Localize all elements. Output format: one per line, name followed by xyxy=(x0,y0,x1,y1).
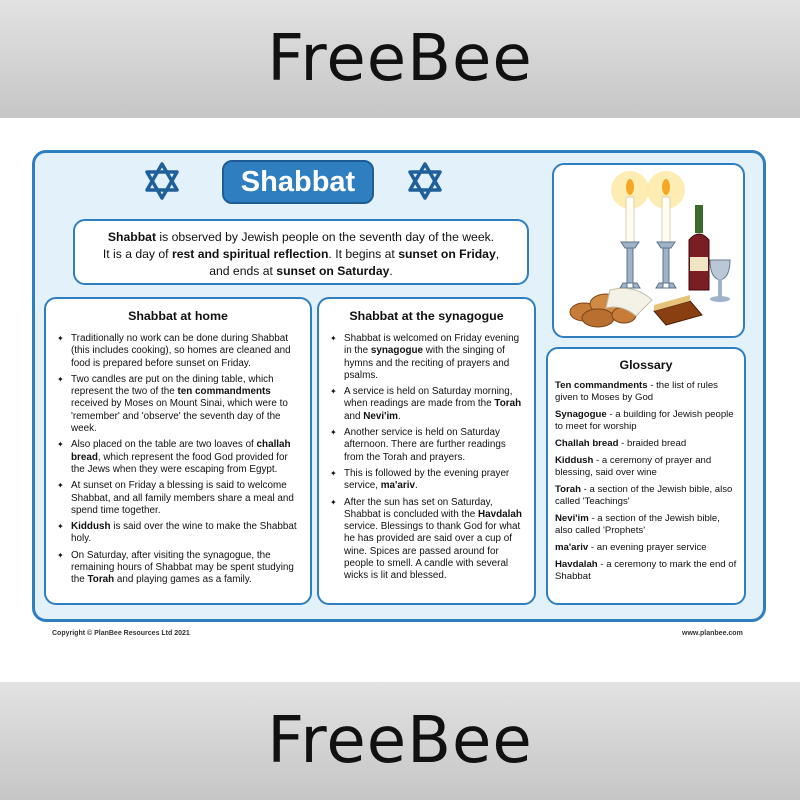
list-item: ✦ At sunset on Friday a blessing is said to welcome Shabbat, and all family members share a meal and spend time together. xyxy=(55,480,301,517)
list-item: ✦ After the sun has set on Saturday, Shabbat is concluded with the Havdalah service. Blessings to thank God for what he has provided are said over a cup of wine. Spices are passed around for people to smell. A candle with several wicks is lit and blessed. xyxy=(328,497,525,583)
list-item: ✦ Kiddush is said over the wine to make the Shabbat holy. xyxy=(55,521,301,546)
list-item: ✦ Also placed on the table are two loaves of challah bread, which represent the food God provided for the Jews when they were escaping from Egypt. xyxy=(55,439,301,476)
glossary-panel xyxy=(546,347,746,605)
copyright-text: Copyright © PlanBee Resources Ltd 2021 xyxy=(52,630,190,637)
glossary-entry: Nevi'im - a section of the Jewish bible, also called 'Prophets' xyxy=(555,513,720,536)
banner-text: FreeBee xyxy=(267,704,533,778)
glossary-entry: ma'ariv - an evening prayer service xyxy=(555,542,707,553)
top-banner xyxy=(0,0,800,118)
candles-icon xyxy=(611,171,685,288)
glossary-entry: Synagogue - a building for Jewish people to meet for worship xyxy=(555,409,734,432)
panel-heading: Shabbat at home xyxy=(128,309,228,323)
website-link[interactable]: www.planbee.com xyxy=(682,630,743,637)
shabbat-at-home-panel xyxy=(44,297,312,605)
star-of-david-icon xyxy=(142,161,182,201)
panel-heading: Glossary xyxy=(619,358,673,372)
page-title: Shabbat xyxy=(222,160,374,204)
wine-bottle-icon xyxy=(689,205,709,290)
glossary-entry: Kiddush - a ceremony of prayer and blessing, said over wine xyxy=(555,455,712,478)
list-item: ✦ Shabbat is welcomed on Friday evening in the synagogue with the singing of hymns and the reciting of prayers and psalms. xyxy=(328,333,525,382)
torah-book-icon xyxy=(654,295,702,325)
banner-text: FreeBee xyxy=(267,22,533,96)
challah-bread-icon xyxy=(570,288,652,327)
star-of-david-icon xyxy=(405,161,445,201)
list-item: ✦ On Saturday, after visiting the synagogue, the remaining hours of Shabbat may be spent studying the Torah and playing games as a family. xyxy=(55,550,301,587)
glossary-entry: Torah - a section of the Jewish bible, also called 'Teachings' xyxy=(555,484,733,507)
glossary-entry: Ten commandments - the list of rules given to Moses by God xyxy=(555,380,718,403)
list-item: ✦ Traditionally no work can be done during Shabbat (this includes cooking), so homes are cleaned and food is prepared before sunset on Friday. xyxy=(55,333,301,370)
list-item: ✦ A service is held on Saturday morning, when readings are made from the Torah and Nevi'im. xyxy=(328,386,525,423)
kiddush-cup-icon xyxy=(710,260,730,302)
shabbat-at-synagogue-panel xyxy=(317,297,536,605)
glossary-entry: Challah bread - braided bread xyxy=(555,438,687,449)
shabbat-table-illustration xyxy=(552,163,745,338)
list-item: ✦ This is followed by the evening prayer service, ma'ariv. xyxy=(328,468,525,493)
shabbat-table-icon xyxy=(554,165,743,336)
panel-heading: Shabbat at the synagogue xyxy=(349,309,504,323)
bottom-banner xyxy=(0,682,800,800)
list-item: ✦ Another service is held on Saturday afternoon. There are further readings from the Torah and prayers. xyxy=(328,427,525,464)
intro-box: Shabbat is observed by Jewish people on the seventh day of the week. It is a day of rest and spiritual reflection. It begins at sunset on Friday, and ends at sunset on Saturday. xyxy=(73,219,529,285)
glossary-entry: Havdalah - a ceremony to mark the end of Shabbat xyxy=(555,559,737,582)
list-item: ✦ Two candles are put on the dining table, which represent the two of the ten commandments received by Moses on Mount Sinai, which were to 'remember' and 'observe' the seventh day of the week. xyxy=(55,374,301,435)
